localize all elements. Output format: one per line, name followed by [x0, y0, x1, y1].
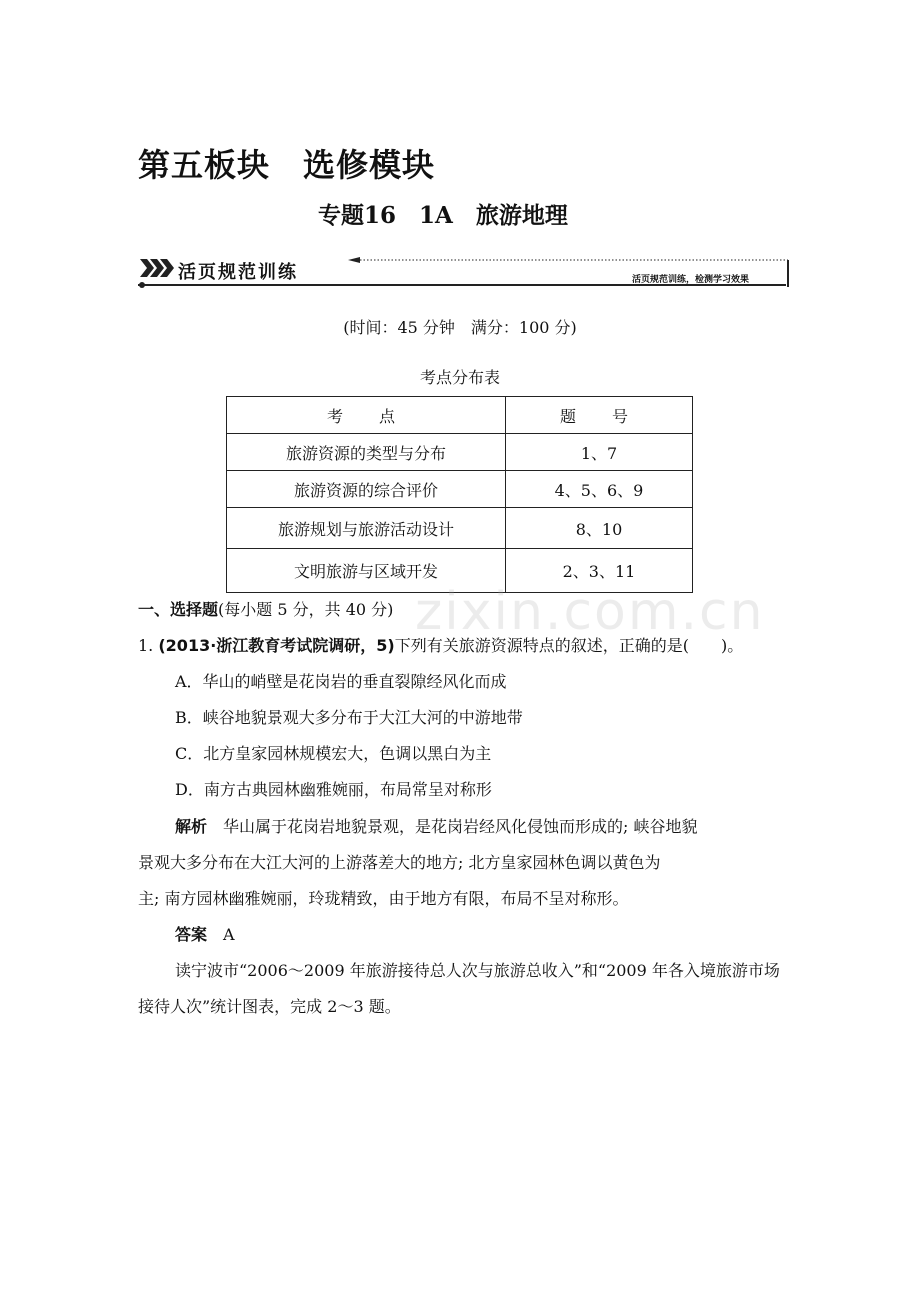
table-cell-topic: 旅游资源的类型与分布 [227, 434, 506, 471]
exam-meta: (时间：45 分钟 满分：100 分) [343, 318, 577, 337]
analysis-line-3: 主; 南方园林幽雅婉丽，玲珑精致，由于地方有限，布局不呈对称形。 [138, 889, 629, 908]
table-row [227, 508, 693, 549]
table-cell-numbers: 4、5、6、9 [506, 471, 693, 508]
table-cell-topic: 旅游资源的综合评价 [227, 471, 506, 508]
question-number: 1. [138, 636, 154, 655]
question-source: (2013·浙江教育考试院调研，5) [158, 636, 395, 655]
option-b: B．峡谷地貌景观大多分布于大江大河的中游地带 [175, 708, 523, 727]
intro-paragraph: 读宁波市“2006～2009 年旅游接待总人次与旅游总收入”和“2009 年各入境旅游市场接待人次”统计图表，完成 2～3 题。 [138, 961, 780, 1016]
distribution-table [226, 396, 693, 593]
table-cell-topic: 文明旅游与区域开发 [227, 549, 506, 593]
answer-line [175, 917, 235, 953]
analysis-label: 解析 [175, 817, 208, 836]
answer-label: 答案 [175, 925, 208, 944]
table-cell-numbers: 2、3、11 [506, 549, 693, 593]
table-cell-numbers: 1、7 [506, 434, 693, 471]
option-a: A．华山的峭壁是花岗岩的垂直裂隙经风化而成 [175, 672, 507, 691]
table-caption: 考点分布表 [419, 368, 500, 387]
part1-note: (每小题 5 分，共 40 分) [218, 600, 394, 619]
table-row [227, 434, 693, 471]
double-chevron-icon [140, 259, 174, 277]
table-cell-topic: 旅游规划与旅游活动设计 [227, 508, 506, 549]
header-question-no: 题 号 [506, 397, 693, 434]
answer-value: A [223, 925, 235, 944]
analysis-line-2: 景观大多分布在大江大河的上游落差大的地方; 北方皇家园林色调以黄色为 [138, 853, 661, 872]
watermark: zixin.com.cn [415, 582, 765, 642]
part1-title: 一、选择题 [138, 600, 219, 619]
analysis-line-1 [175, 809, 698, 845]
analysis-text: 华山属于花岗岩地貌景观，是花岗岩经风化侵蚀而形成的; 峡谷地貌 [223, 817, 698, 836]
question-stem: 下列有关旅游资源特点的叙述，正确的是( )。 [394, 636, 744, 655]
table-cell-numbers: 8、10 [506, 508, 693, 549]
table-header-row [227, 397, 693, 434]
section-title: 第五板块 选修模块 [138, 146, 436, 184]
table-row [227, 471, 693, 508]
banner-note: 活页规范训练，检测学习效果 [632, 275, 750, 285]
question-1 [138, 633, 743, 656]
header-topic: 考 点 [227, 397, 506, 434]
topic-title: 专题16 1A 旅游地理 [318, 202, 568, 229]
banner-label: 活页规范训练 [178, 262, 298, 283]
option-d: D．南方古典园林幽雅婉丽，布局常呈对称形 [175, 780, 492, 799]
option-c: C．北方皇家园林规模宏大，色调以黑白为主 [175, 744, 492, 763]
part1-heading [138, 597, 393, 620]
